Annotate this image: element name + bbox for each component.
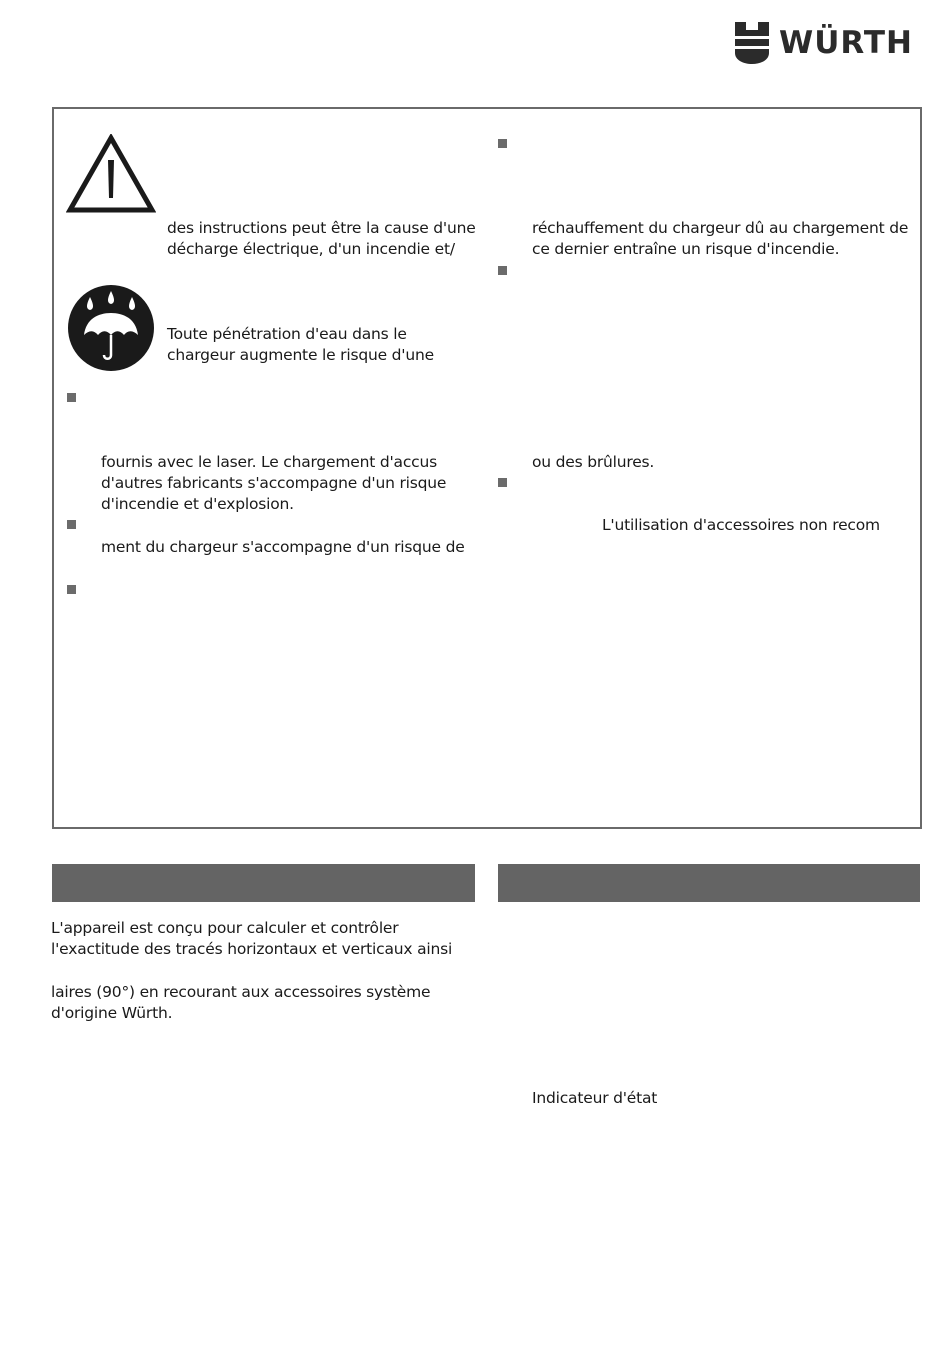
right-bullet-1-line-1: réchauffement du chargeur dû au chargement de — [532, 219, 909, 237]
bullet-marker — [67, 585, 76, 594]
usage-section-header — [52, 864, 475, 902]
moisture-text-line-2: chargeur augmente le risque d'une — [167, 346, 434, 364]
left-bullet-1-line-3: d'incendie et d'explosion. — [101, 495, 294, 513]
moisture-text-line-1: Toute pénétration d'eau dans le — [167, 325, 407, 343]
warning-text-line-2: décharge électrique, d'un incendie et/ — [167, 240, 455, 258]
right-bullet-2-line-1: ou des brûlures. — [532, 453, 655, 471]
right-bullet-1-line-2: ce dernier entraîne un risque d'incendie. — [532, 240, 840, 258]
usage-text-line-3: laires (90°) en recourant aux accessoires système — [51, 983, 431, 1001]
warning-triangle-icon — [66, 134, 156, 214]
left-bullet-1-line-1: fournis avec le laser. Le chargement d'accus — [101, 453, 437, 471]
bullet-marker — [498, 266, 507, 275]
usage-text-line-2: l'exactitude des tracés horizontaux et verticaux ainsi — [51, 940, 453, 958]
bullet-marker — [498, 478, 507, 487]
logo-text: WÜRTH — [779, 25, 913, 61]
left-bullet-2-line-1: ment du chargeur s'accompagne d'un risque de — [101, 538, 465, 556]
usage-text-line-4: d'origine Würth. — [51, 1004, 173, 1022]
components-section-header — [498, 864, 920, 902]
usage-text-line-1: L'appareil est conçu pour calculer et contrôler — [51, 919, 399, 937]
bullet-marker — [498, 139, 507, 148]
wurth-logo — [733, 22, 913, 64]
bullet-marker — [67, 520, 76, 529]
right-bullet-3-line-1: L'utilisation d'accessoires non recom — [602, 516, 880, 534]
wurth-emblem-icon — [733, 22, 771, 64]
status-indicator-label: Indicateur d'état — [532, 1089, 658, 1107]
warning-text-line-1: des instructions peut être la cause d'une — [167, 219, 476, 237]
left-bullet-1-line-2: d'autres fabricants s'accompagne d'un risque — [101, 474, 447, 492]
bullet-marker — [67, 393, 76, 402]
moisture-umbrella-icon — [66, 283, 156, 373]
